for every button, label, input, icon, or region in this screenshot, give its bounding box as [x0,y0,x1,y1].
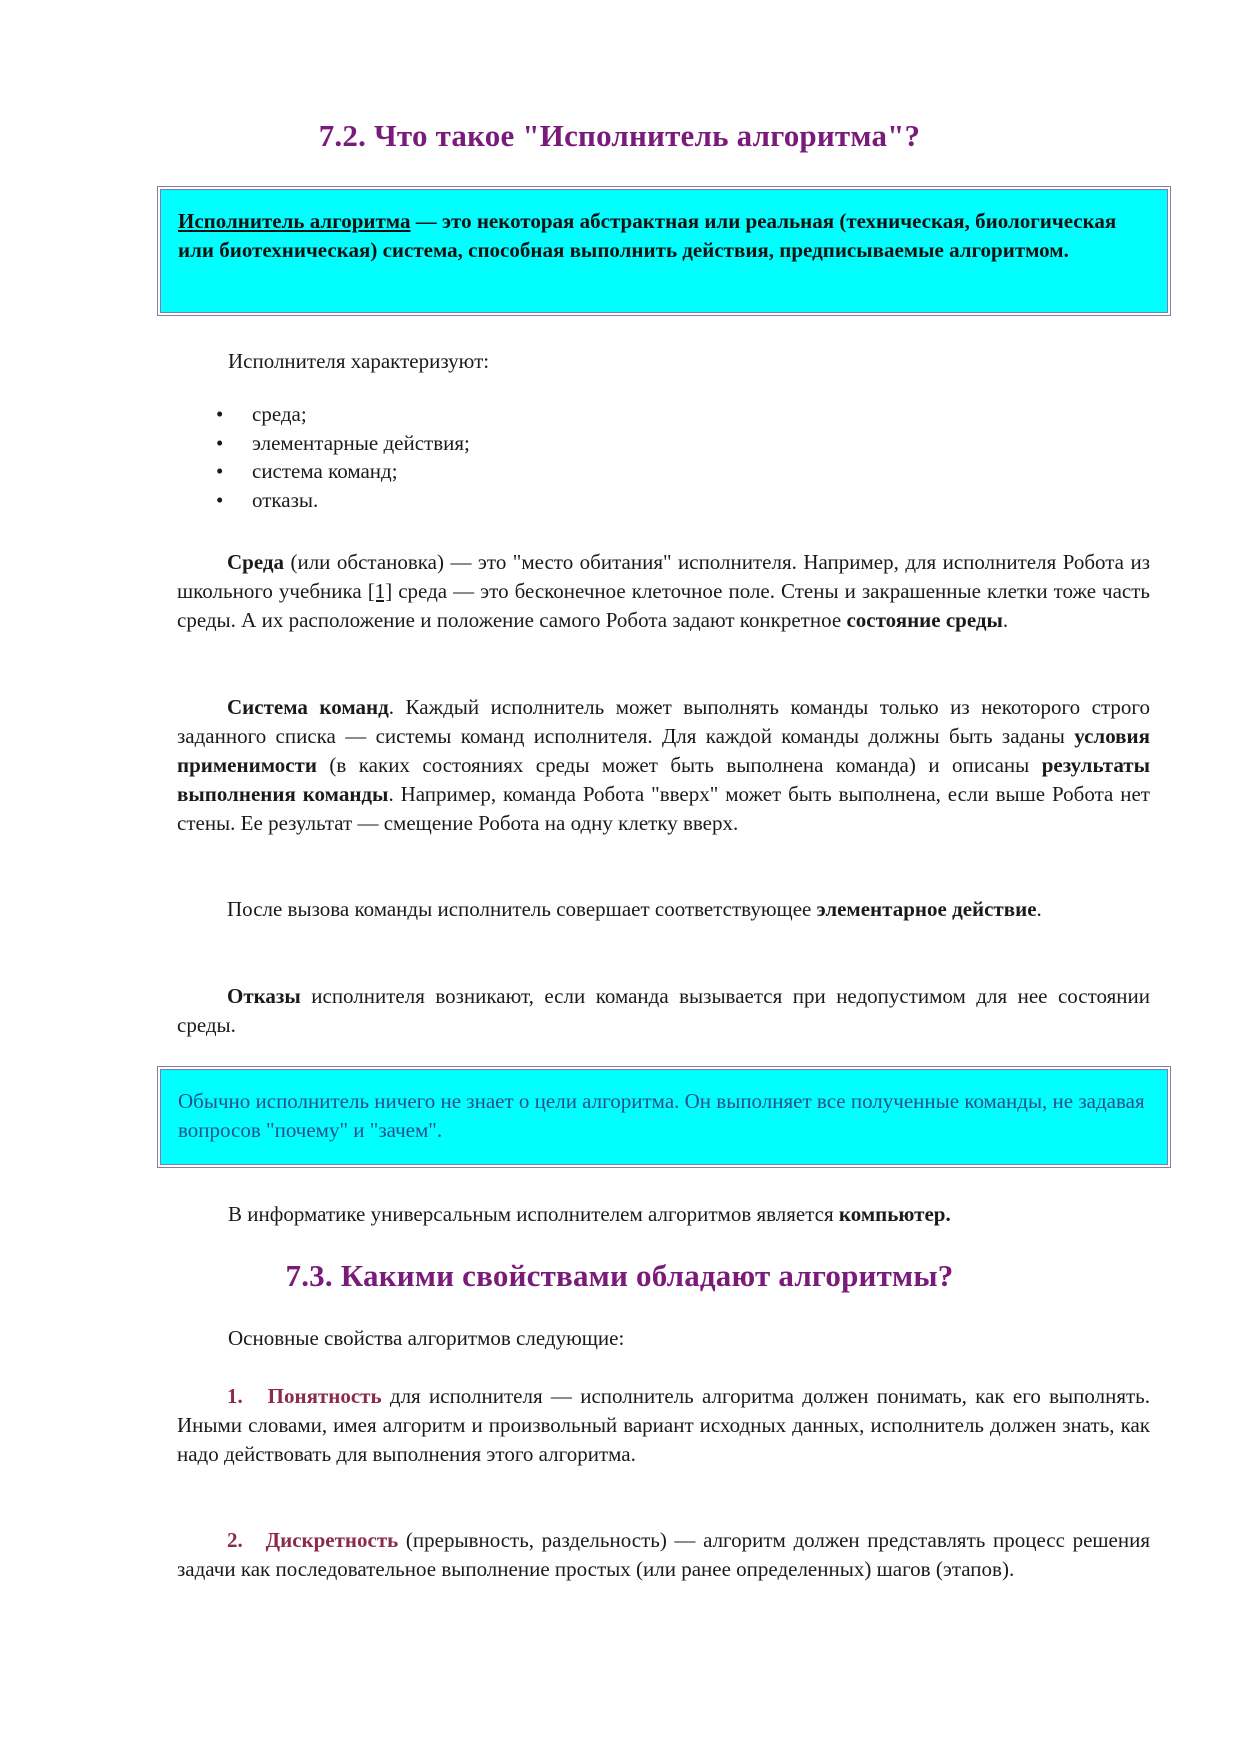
property-text: для исполнителя — исполнитель алгоритма должен понимать, как его выполнять. Иными словами, имея алгоритм и произвольный вариант исходных данных, исполнитель должен знать, как надо действовать для выполнения этого алгоритма. [177,1384,1150,1466]
reference-link[interactable]: [1] [367,579,393,603]
environment-paragraph: Среда (или обстановка) — это "место обитания" исполнителя. Например, для исполнителя Робота из школьного учебника [1] среда — это бесконечное клеточное поле. Стены и закрашенные клетки тоже часть среды. А их расположение и положение самого Робота задают конкретное состояние среды. [177,550,1151,632]
term-command-results: результаты выполнения команды [177,753,1150,806]
failures-paragraph: Отказы исполнителя возникают, если команда вызывается при недопустимом для нее состоянии среды. [177,984,1150,1037]
term-command-system: Система команд [227,695,389,719]
properties-intro: Основные свойства алгоритмов следующие: [228,1326,625,1350]
property-name: Понятность [267,1384,382,1408]
traits-intro: Исполнителя характеризуют: [228,349,490,373]
definition-box [157,186,1171,316]
section-7-3-title: 7.3. Какими свойствами обладают алгоритмы? [285,1258,954,1293]
list-item: • отказы. [210,486,470,515]
term-environment: Среда [227,550,285,574]
term-environment-state: состояние среды [846,608,1003,632]
definition-text: — это некоторая абстрактная или реальная (техническая, биологическая или биотехническая) система, способная выполнить действия, предписываемые алгоритмом. [178,209,1117,262]
property-item [177,1382,1150,1469]
property-text: (прерывность, раздельность) — алгоритм должен представлять процесс решения задачи как последовательное выполнение простых (или ранее определенных) шагов (этапов). [177,1528,1151,1581]
note-text: Обычно исполнитель ничего не знает о цели алгоритма. Он выполняет все полученные команды, не задавая вопросов "почему" и "зачем". [178,1089,1145,1142]
property-number: 1. [227,1384,243,1408]
list-item: • среда; [210,400,470,429]
action-paragraph: После вызова команды исполнитель совершает соответствующее элементарное действие. [227,897,1042,921]
definition-term: Исполнитель алгоритма [178,209,411,233]
traits-list [210,400,470,514]
property-number: 2. [227,1528,243,1552]
list-item: • система команд; [210,457,470,486]
computer-paragraph: В информатике универсальным исполнителем алгоритмов является компьютер. [228,1202,951,1226]
list-item: • элементарные действия; [210,429,470,458]
section-7-2-title: 7.2. Что такое "Исполнитель алгоритма"? [318,118,921,153]
term-computer: компьютер. [838,1202,951,1226]
note-box [157,1066,1171,1168]
term-failures: Отказы [227,984,301,1008]
term-elementary-action: элементарное действие [816,897,1037,921]
term-applicability: условия применимости [177,724,1150,777]
property-item [177,1526,1150,1584]
property-name: Дискретность [265,1528,399,1552]
commands-paragraph: Система команд. Каждый исполнитель может выполнять команды только из некоторого строго заданного списка — системы команд исполнителя. Для каждой команды должны быть заданы условия применимости (в каких состояниях среды может быть выполнена команда) и описаны результаты выполнения команды. Например, команда Робота "вверх" может быть выполнена, если выше Робота нет стены. Ее результат — смещение Робота на одну клетку вверх. [177,695,1150,835]
